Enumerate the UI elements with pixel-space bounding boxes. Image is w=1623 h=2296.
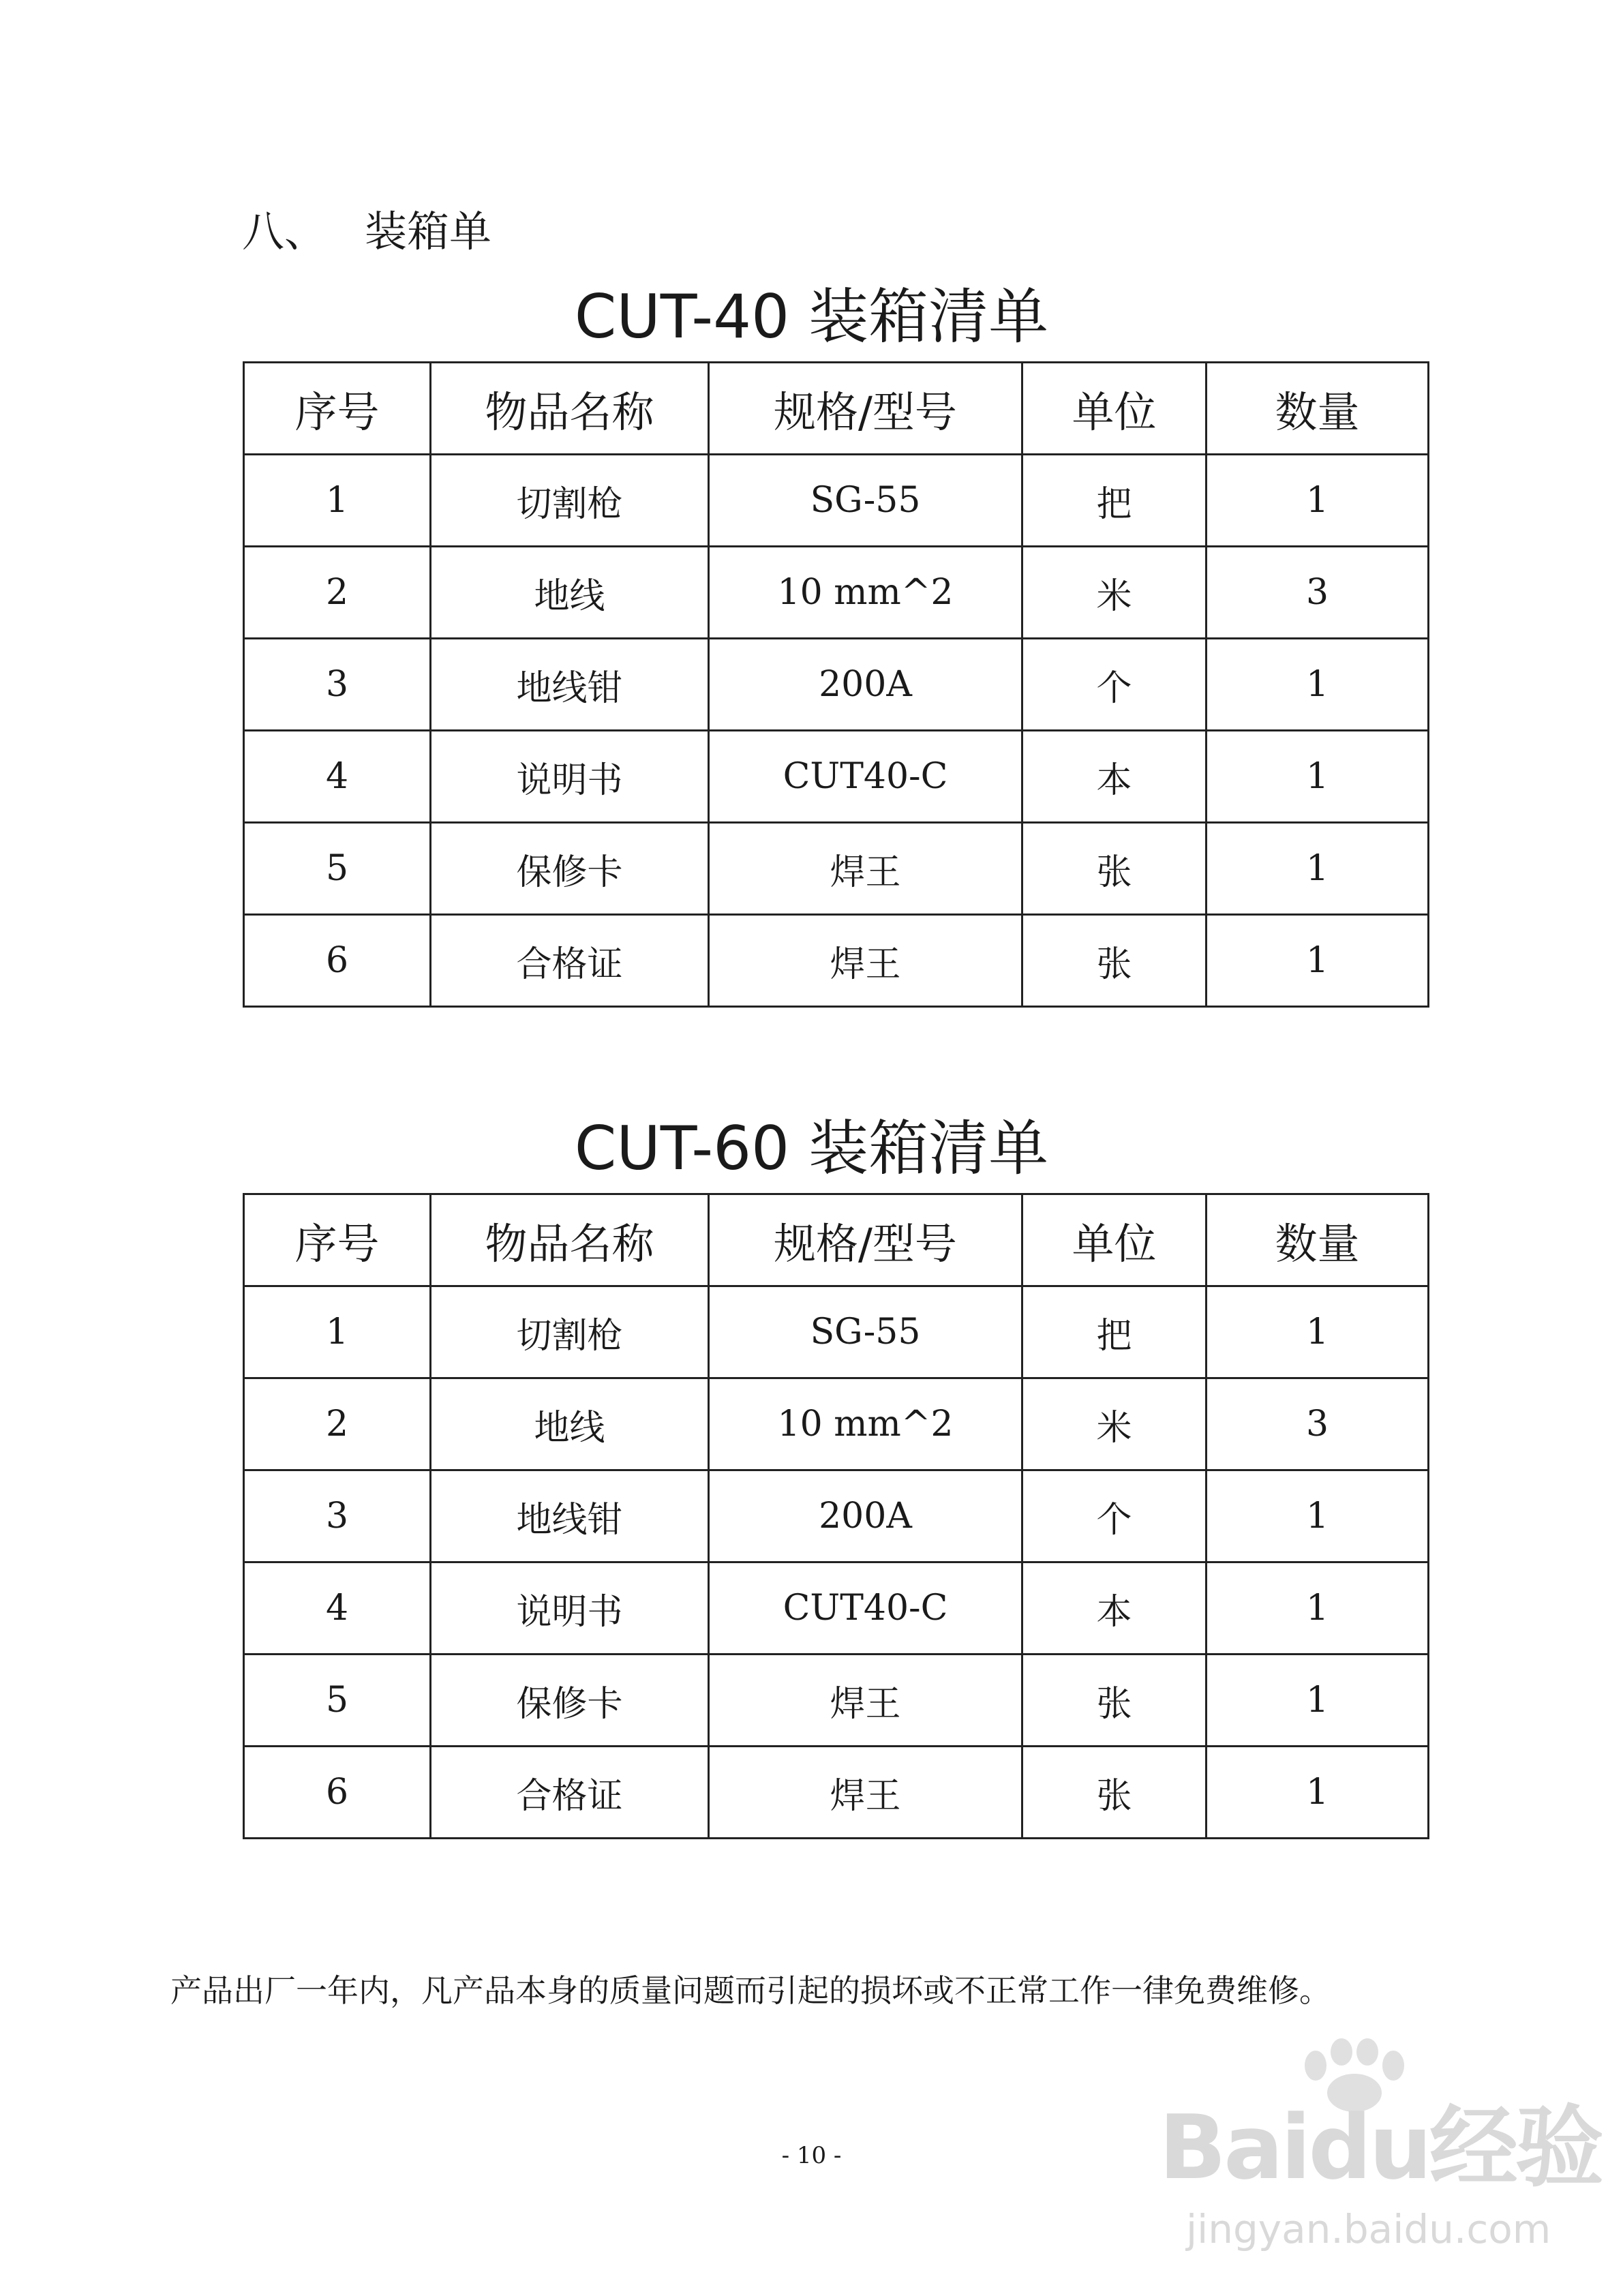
- watermark-brand: Baidu经验: [1159, 2096, 1601, 2199]
- header-name: 物品名称: [431, 1194, 709, 1286]
- cell-spec: 200A: [709, 639, 1022, 731]
- cell-seq: 4: [244, 1562, 431, 1655]
- cell-seq: 5: [244, 1655, 431, 1747]
- cell-spec: 焊王: [709, 1655, 1022, 1747]
- cell-seq: 6: [244, 1747, 431, 1839]
- cell-name: 地线: [431, 547, 709, 639]
- cell-qty: 3: [1207, 1378, 1429, 1470]
- header-unit: 单位: [1022, 1194, 1207, 1286]
- cell-qty: 1: [1207, 731, 1429, 823]
- cell-unit: 本: [1022, 1562, 1207, 1655]
- header-seq: 序号: [244, 363, 431, 455]
- cell-unit: 本: [1022, 731, 1207, 823]
- cell-qty: 1: [1207, 1747, 1429, 1839]
- cell-spec: CUT40-C: [709, 731, 1022, 823]
- cell-name: 合格证: [431, 915, 709, 1007]
- section-number: 八、: [242, 207, 327, 256]
- cell-unit: 个: [1022, 639, 1207, 731]
- warranty-note: 产品出厂一年内，凡产品本身的质量问题而引起的损坏或不正常工作一律免费维修。: [170, 1972, 1331, 2009]
- table-header-row: [244, 363, 1429, 455]
- cell-spec: 焊王: [709, 1747, 1022, 1839]
- cell-seq: 4: [244, 731, 431, 823]
- cell-unit: 米: [1022, 1378, 1207, 1470]
- cell-name: 保修卡: [431, 1655, 709, 1747]
- cell-unit: 个: [1022, 1470, 1207, 1562]
- cell-spec: 焊王: [709, 915, 1022, 1007]
- cell-qty: 1: [1207, 1286, 1429, 1378]
- table-row: [244, 1378, 1429, 1470]
- table-row: [244, 639, 1429, 731]
- cell-name: 切割枪: [431, 1286, 709, 1378]
- cell-spec: SG-55: [709, 455, 1022, 547]
- cell-seq: 3: [244, 639, 431, 731]
- cell-qty: 1: [1207, 1655, 1429, 1747]
- packing-table-cut60: [243, 1193, 1429, 1839]
- section-heading: [242, 205, 491, 259]
- header-name: 物品名称: [431, 363, 709, 455]
- table-header-row: [244, 1194, 1429, 1286]
- table-row: [244, 1747, 1429, 1839]
- header-spec: 规格/型号: [709, 363, 1022, 455]
- cell-name: 地线钳: [431, 1470, 709, 1562]
- cell-name: 地线钳: [431, 639, 709, 731]
- cell-seq: 6: [244, 915, 431, 1007]
- cell-qty: 1: [1207, 915, 1429, 1007]
- cell-unit: 张: [1022, 1747, 1207, 1839]
- table-row: [244, 1470, 1429, 1562]
- cell-qty: 1: [1207, 455, 1429, 547]
- table-row: [244, 915, 1429, 1007]
- header-qty: 数量: [1207, 1194, 1429, 1286]
- cell-name: 保修卡: [431, 823, 709, 915]
- cell-spec: 200A: [709, 1470, 1022, 1562]
- cell-unit: 把: [1022, 1286, 1207, 1378]
- table-row: [244, 1562, 1429, 1655]
- cell-spec: SG-55: [709, 1286, 1022, 1378]
- cell-spec: 焊王: [709, 823, 1022, 915]
- cell-seq: 2: [244, 1378, 431, 1470]
- cell-name: 合格证: [431, 1747, 709, 1839]
- cell-qty: 1: [1207, 1470, 1429, 1562]
- cell-unit: 把: [1022, 455, 1207, 547]
- watermark-domain: jingyan.baidu.com: [1186, 2206, 1551, 2252]
- table-row: [244, 455, 1429, 547]
- cell-seq: 5: [244, 823, 431, 915]
- table-row: [244, 1655, 1429, 1747]
- baidu-watermark: [1159, 2038, 1601, 2263]
- table-row: [244, 731, 1429, 823]
- cell-unit: 张: [1022, 823, 1207, 915]
- cell-qty: 1: [1207, 639, 1429, 731]
- packing-table-cut40: [243, 361, 1429, 1008]
- cell-seq: 1: [244, 1286, 431, 1378]
- cell-seq: 1: [244, 455, 431, 547]
- cell-seq: 3: [244, 1470, 431, 1562]
- cell-unit: 米: [1022, 547, 1207, 639]
- cell-seq: 2: [244, 547, 431, 639]
- cell-unit: 张: [1022, 1655, 1207, 1747]
- cell-name: 地线: [431, 1378, 709, 1470]
- table-title-cut40: CUT-40 装箱清单: [574, 282, 1049, 352]
- header-qty: 数量: [1207, 363, 1429, 455]
- table-title-cut60: CUT-60 装箱清单: [574, 1113, 1049, 1183]
- header-spec: 规格/型号: [709, 1194, 1022, 1286]
- cell-qty: 1: [1207, 823, 1429, 915]
- cell-unit: 张: [1022, 915, 1207, 1007]
- cell-spec: CUT40-C: [709, 1562, 1022, 1655]
- cell-name: 说明书: [431, 731, 709, 823]
- table-row: [244, 823, 1429, 915]
- section-title: 装箱单: [365, 207, 492, 256]
- table-row: [244, 547, 1429, 639]
- page-number: - 10 -: [781, 2142, 842, 2169]
- cell-name: 切割枪: [431, 455, 709, 547]
- cell-name: 说明书: [431, 1562, 709, 1655]
- header-seq: 序号: [244, 1194, 431, 1286]
- cell-spec: 10 mm^2: [709, 1378, 1022, 1470]
- cell-spec: 10 mm^2: [709, 547, 1022, 639]
- cell-qty: 1: [1207, 1562, 1429, 1655]
- header-unit: 单位: [1022, 363, 1207, 455]
- cell-qty: 3: [1207, 547, 1429, 639]
- table-row: [244, 1286, 1429, 1378]
